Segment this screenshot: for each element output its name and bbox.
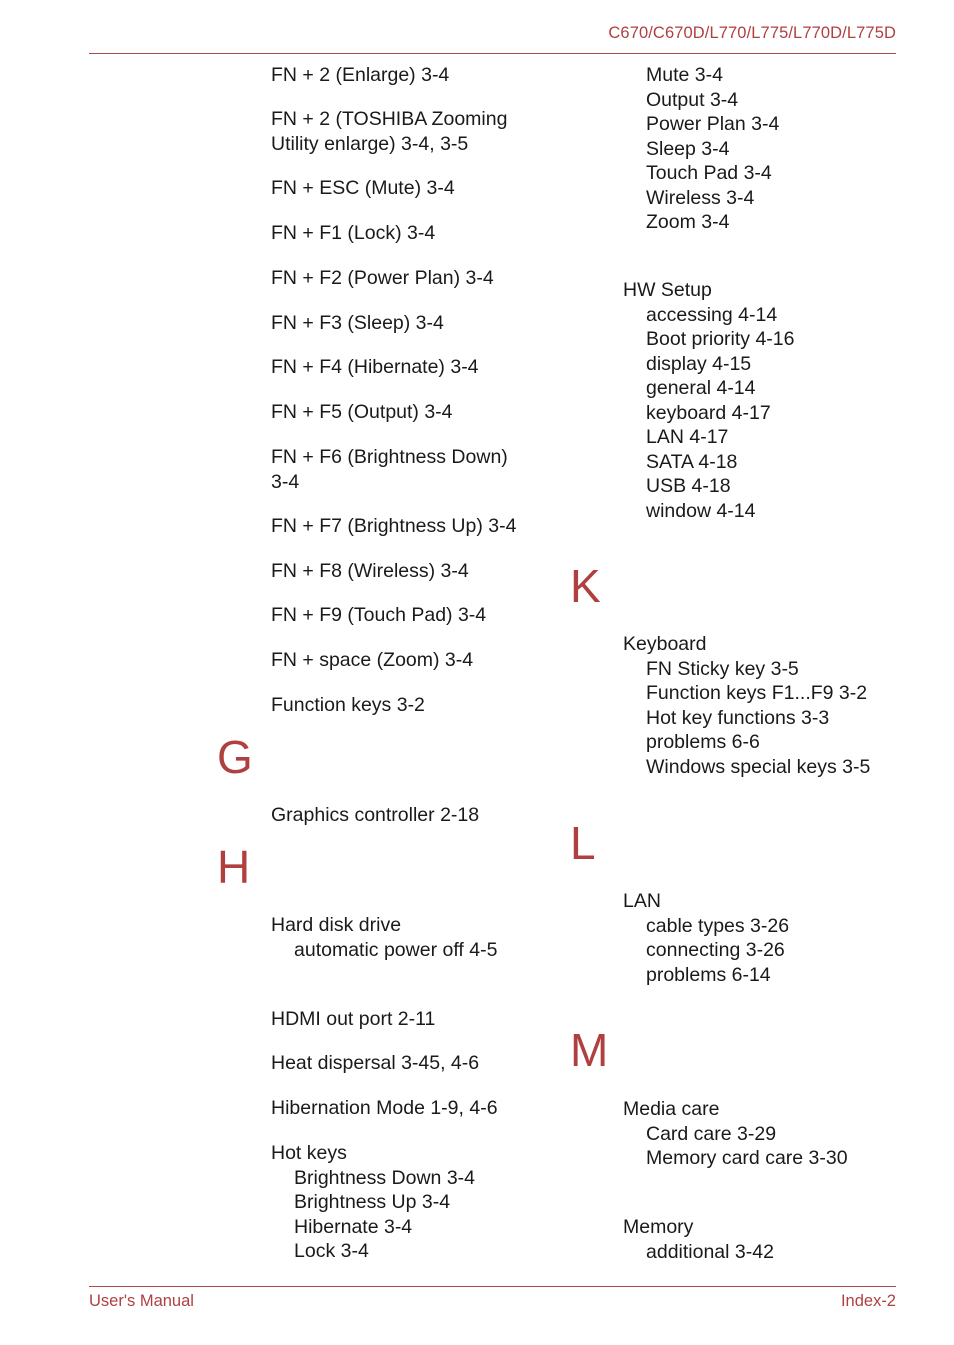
section-letter-m: M bbox=[570, 1024, 609, 1076]
index-subentry: accessing 4-14 bbox=[646, 303, 778, 326]
index-subentry: cable types 3-26 bbox=[646, 914, 790, 937]
index-subentry: Mute 3-4 bbox=[646, 64, 723, 86]
header-rule bbox=[89, 53, 896, 54]
index-subentry: Touch Pad 3-4 bbox=[646, 162, 772, 184]
index-subentry: Power Plan 3-4 bbox=[646, 113, 780, 135]
index-entry bbox=[623, 1097, 848, 1171]
footer-rule bbox=[89, 1286, 896, 1287]
index-subentry: LAN 4-17 bbox=[646, 426, 729, 448]
index-subentry: general 4-14 bbox=[646, 377, 756, 399]
index-entry: FN + F1 (Lock) 3-4 bbox=[271, 222, 436, 244]
section-letter-h: H bbox=[217, 841, 251, 893]
index-entry-line: Utility enlarge) 3-4, 3-5 bbox=[271, 132, 469, 155]
index-subentry: Function keys F1...F9 3-2 bbox=[646, 682, 868, 704]
index-entry: FN + 2 (Enlarge) 3-4 bbox=[271, 64, 450, 86]
index-subentry: Wireless 3-4 bbox=[646, 186, 755, 209]
index-subentry: keyboard 4-17 bbox=[646, 401, 771, 424]
page-number: Index-2 bbox=[840, 1292, 896, 1310]
index-entry bbox=[623, 889, 789, 987]
index-entry: Graphics controller 2-18 bbox=[271, 804, 480, 826]
model-header: C670/C670D/L770/L775/L770D/L775D bbox=[608, 24, 896, 42]
index-subentry: Hot key functions 3-3 bbox=[646, 706, 830, 729]
index-subentry: Zoom 3-4 bbox=[646, 211, 730, 233]
index-subentry: Lock 3-4 bbox=[294, 1240, 369, 1262]
section-letter-k: K bbox=[570, 560, 601, 612]
index-entry: FN + F7 (Brightness Up) 3-4 bbox=[271, 515, 517, 537]
index-entry-line: FN + 2 (TOSHIBA Zooming bbox=[271, 108, 508, 130]
index-entry-continued bbox=[623, 63, 779, 235]
index-subentry: Brightness Up 3-4 bbox=[294, 1191, 451, 1213]
index-subentry: Sleep 3-4 bbox=[646, 137, 730, 160]
manual-title-footer: User's Manual bbox=[89, 1292, 194, 1310]
index-subentry: Output 3-4 bbox=[646, 88, 739, 111]
index-entry: HDMI out port 2-11 bbox=[271, 1008, 436, 1030]
index-subentry: Boot priority 4-16 bbox=[646, 328, 795, 350]
index-entry-main: HW Setup bbox=[623, 279, 712, 301]
index-entry bbox=[271, 913, 497, 962]
index-entry: FN + F5 (Output) 3-4 bbox=[271, 401, 453, 423]
index-subentry: problems 6-14 bbox=[646, 963, 771, 986]
section-letter-l: L bbox=[570, 817, 596, 869]
index-entry-main: Hard disk drive bbox=[271, 914, 402, 936]
index-entry bbox=[623, 632, 870, 779]
index-entry: FN + space (Zoom) 3-4 bbox=[271, 649, 474, 671]
index-subentry: problems 6-6 bbox=[646, 731, 760, 753]
index-subentry: connecting 3-26 bbox=[646, 939, 785, 961]
index-entry: FN + F8 (Wireless) 3-4 bbox=[271, 560, 469, 582]
index-subentry: display 4-15 bbox=[646, 352, 752, 375]
index-subentry: SATA 4-18 bbox=[646, 450, 738, 473]
index-entry-line: FN + F6 (Brightness Down) bbox=[271, 446, 508, 468]
index-entry-main: Hot keys bbox=[271, 1142, 347, 1164]
index-entry bbox=[271, 1141, 475, 1264]
index-entry bbox=[271, 445, 508, 494]
index-subentry: Windows special keys 3-5 bbox=[646, 755, 871, 778]
index-subentry: FN Sticky key 3-5 bbox=[646, 657, 799, 680]
index-subentry: Memory card care 3-30 bbox=[646, 1147, 848, 1169]
index-entry: Hibernation Mode 1-9, 4-6 bbox=[271, 1097, 498, 1119]
index-entry: FN + ESC (Mute) 3-4 bbox=[271, 177, 455, 199]
index-entry-line: 3-4 bbox=[271, 470, 300, 493]
index-entry-main: Keyboard bbox=[623, 633, 707, 655]
index-subentry: USB 4-18 bbox=[646, 475, 731, 497]
index-subentry: Hibernate 3-4 bbox=[294, 1215, 413, 1238]
index-entry-main: Media care bbox=[623, 1098, 720, 1120]
index-entry-main: Memory bbox=[623, 1216, 694, 1238]
index-entry bbox=[623, 1215, 774, 1264]
index-entry: Heat dispersal 3-45, 4-6 bbox=[271, 1052, 480, 1074]
index-entry: FN + F4 (Hibernate) 3-4 bbox=[271, 356, 479, 378]
index-entry bbox=[623, 278, 795, 523]
index-subentry: Card care 3-29 bbox=[646, 1122, 777, 1145]
index-subentry: additional 3-42 bbox=[646, 1240, 774, 1263]
index-subentry: automatic power off 4-5 bbox=[294, 938, 498, 961]
index-subentry: window 4-14 bbox=[646, 499, 756, 522]
index-entry: FN + F9 (Touch Pad) 3-4 bbox=[271, 604, 487, 626]
section-letter-g: G bbox=[217, 731, 253, 783]
index-entry bbox=[271, 107, 507, 156]
index-entry: FN + F2 (Power Plan) 3-4 bbox=[271, 267, 494, 289]
index-entry: FN + F3 (Sleep) 3-4 bbox=[271, 312, 444, 334]
index-subentry: Brightness Down 3-4 bbox=[294, 1166, 476, 1189]
index-entry: Function keys 3-2 bbox=[271, 694, 425, 716]
index-entry-main: LAN bbox=[623, 890, 661, 912]
